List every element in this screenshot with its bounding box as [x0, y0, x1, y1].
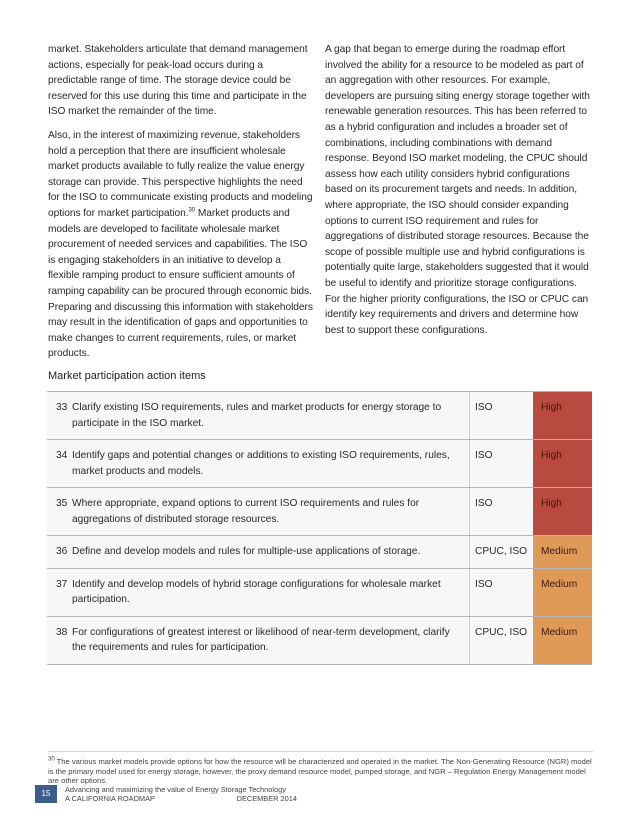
table-row [47, 440, 592, 488]
table-row [47, 569, 592, 617]
paragraph-text: Market products and models are developed to facilitate wholesale market procurement of needed services and capabilities. The ISO is engaging stakeholders in an initiative to develop a flexible ramping product to ensure sufficient amounts of ramping capability can be procured through economic bids. Preparing and discussing this information with stakeholders may result in the identification of gaps and opportunities to make changes to current requirements, rules, or market products. [48, 207, 313, 360]
paragraph: A gap that began to emerge during the roadmap effort involved the ability for a resource to be modeled as part of an aggregation with other resources. For example, developers are pursuing siting energy storage together with renewable generation resources. This has been referred to as a hybrid configuration and includes a broader set of combinations, including combinations with demand response. Beyond ISO market modeling, the CPUC should assess how each utility considers hybrid configurations based on its procurement targets and needs. In addition, where appropriate, the ISO should consider expanding options to current ISO requirement and rules for aggregations of distributed storage resources. Because the scope of possible multiple use and hybrid configurations is potentially quite large, stakeholders suggested that it would be useful to identify and prioritize storage configurations. For the higher priority configurations, the ISO or CPUC can identify key requirements and drivers and determine how best to support these configurations. [325, 44, 590, 336]
action-priority: High [533, 488, 592, 535]
action-text: For configurations of greatest interest or likelihood of near-term development, clarify the requirements and rules for participation. [72, 626, 450, 653]
action-text: Define and develop models and rules for multiple-use applications of storage. [72, 546, 421, 557]
action-owner: CPUC, ISO [469, 536, 533, 568]
action-owner: ISO [469, 488, 533, 535]
action-priority: Medium [533, 569, 592, 616]
table-row [47, 488, 592, 536]
action-number: 33 [56, 402, 68, 413]
footnote-number: 30 [48, 756, 55, 763]
action-text: Clarify existing ISO requirements, rules and market products for energy storage to participate in the ISO market. [72, 402, 442, 429]
left-column [48, 42, 313, 370]
paragraph-text: Also, in the interest of maximizing revenue, stakeholders hold a perception that there are insufficient wholesale market products available to fully realize the value energy storage can provide. This perspective highlights the need for the ISO to communicate existing products and modeling options for market participation. [48, 129, 313, 219]
action-description [47, 440, 469, 487]
footer-title: Advancing and maximizing the value of Energy Storage Technology [65, 785, 286, 794]
action-description [47, 392, 469, 439]
action-description [47, 569, 469, 616]
footnote-text: The various market models provide options for how the resource will be characterized and operated in the market. The Non-Generating Resource (NGR) model is the primary model used for energy storage, however, the proxy demand resource model, pumped storage, and NGR – Regulation Energy Management model are other options. [48, 757, 592, 786]
action-items-table [47, 391, 592, 665]
page-number-badge: 15 [35, 785, 57, 803]
action-priority: High [533, 392, 592, 439]
action-description [47, 617, 469, 664]
action-priority: Medium [533, 617, 592, 664]
action-description [47, 488, 469, 535]
action-owner: ISO [469, 569, 533, 616]
action-priority: High [533, 440, 592, 487]
action-priority: Medium [533, 536, 592, 568]
action-owner: ISO [469, 392, 533, 439]
action-owner: CPUC, ISO [469, 617, 533, 664]
footer-subtitle: A CALIFORNIA ROADMAP [65, 794, 155, 803]
footer-subtitle-row [65, 794, 297, 803]
footnote [48, 757, 593, 786]
action-number: 36 [56, 546, 68, 557]
paragraph [48, 128, 313, 362]
table-row [47, 536, 592, 569]
action-text: Where appropriate, expand options to current ISO requirements and rules for aggregations of distributed storage resources. [72, 498, 420, 525]
footnote-ref[interactable]: 30 [188, 207, 196, 214]
table-row [47, 617, 592, 665]
action-number: 34 [56, 450, 68, 461]
action-number: 35 [56, 498, 68, 509]
action-text: Identify and develop models of hybrid storage configurations for wholesale market participation. [72, 578, 441, 605]
right-column [325, 42, 590, 346]
paragraph: market. Stakeholders articulate that demand management actions, especially for peak-load occurs during a predictable range of time. The storage device could be reserved for this use during this time and participate in the ISO market the remainder of the time. [48, 44, 308, 118]
page-footer [65, 785, 297, 803]
action-description [47, 536, 469, 568]
action-number: 37 [56, 578, 68, 590]
footer-date: DECEMBER 2014 [236, 794, 297, 803]
section-title: Market participation action items [48, 370, 206, 382]
action-number: 38 [56, 626, 68, 638]
action-text: Identify gaps and potential changes or additions to existing ISO requirements, rules, market products and models. [72, 450, 450, 477]
footnote-divider [48, 751, 593, 752]
table-row [47, 391, 592, 440]
action-owner: ISO [469, 440, 533, 487]
